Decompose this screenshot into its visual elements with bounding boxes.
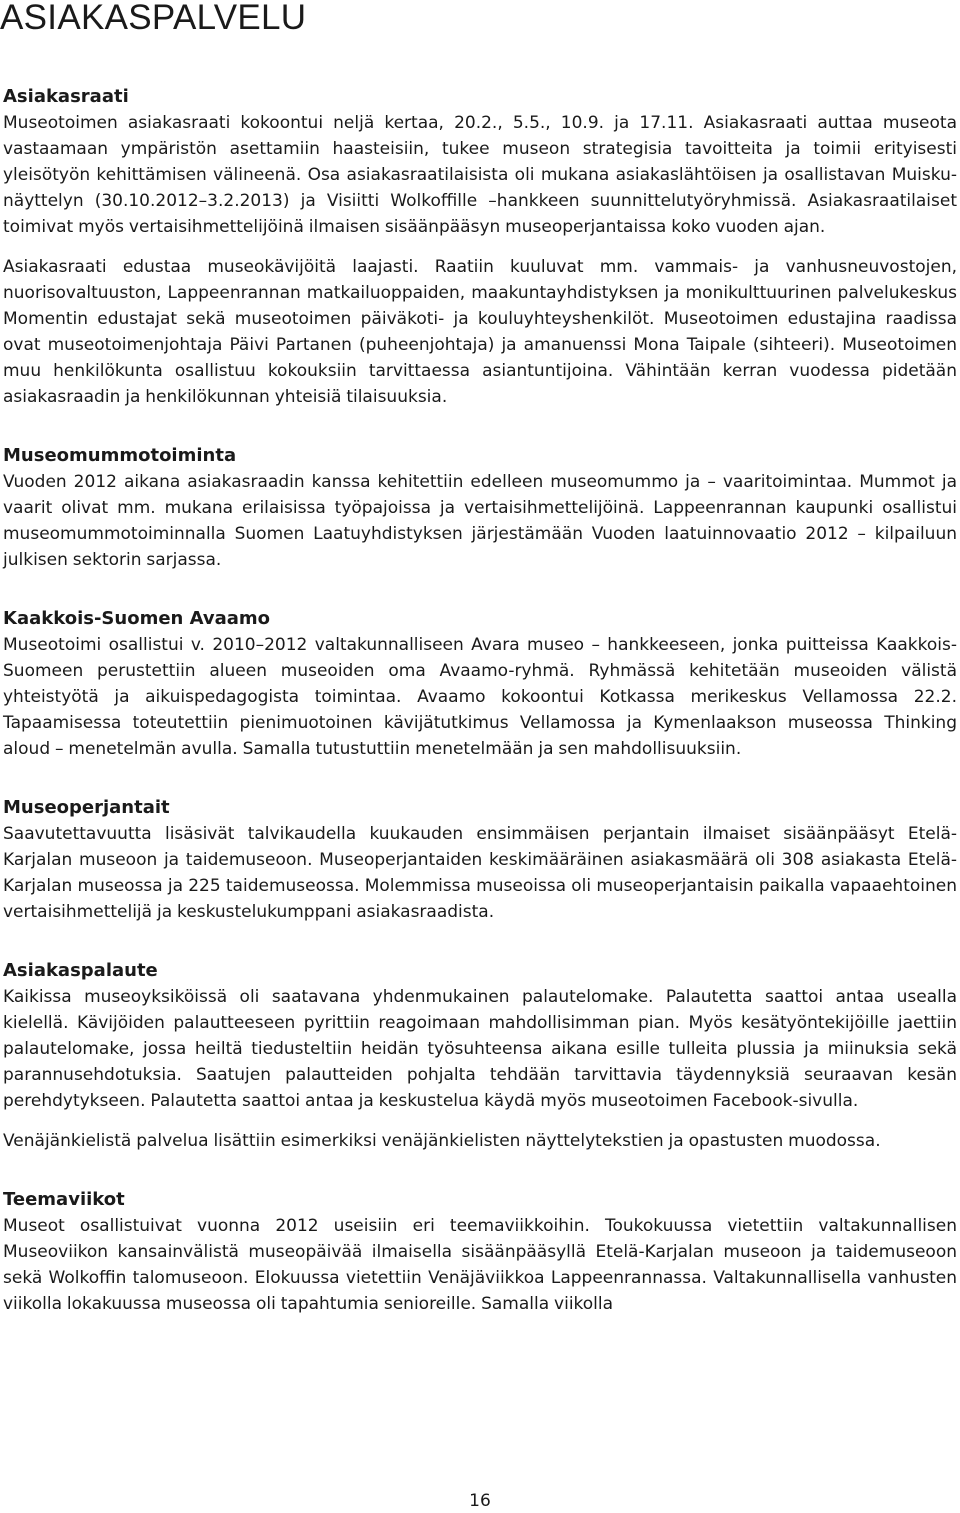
paragraph: Kaikissa museoyksiköissä oli saatavana yhdenmukainen palautelomake. Palautetta saattoi antaa usealla kielellä. Kävijöiden palautteeseen pyrittiin reagoimaan mahdollisimman pian. Myös kesätyöntekijöille jaettiin palautelomake, jossa heiltä tiedusteltiin heidän työsuhteensa aikana esille tulleita plussia ja miinuksia sekä parannusehdotuksia. Saatujen palautteiden pohjalta tehdään tarvittavia täydennyksiä seuraavan kesän perehdytykseen. Palautetta saattoi antaa ja keskustelua käydä myös museotoimen Facebook-sivulla. bbox=[3, 987, 957, 1111]
section-heading: Teemaviikot bbox=[3, 1189, 125, 1210]
paragraph: Museotoimi osallistui v. 2010–2012 valtakunnalliseen Avara museo – hankkeeseen, jonka puitteissa Kaakkois-Suomeen perustettiin alueen museoiden oma Avaamo-ryhmä. Ryhmässä kehitetään museoiden välistä yhteistyötä ja aikuispedagogista toimintaa. Avaamo kokoontui Kotkassa merikeskus Vellamossa 22.2. Tapaamisessa toteutettiin pienimuotoinen kävijätutkimus Vellamossa ja Kymenlaakson museossa Thinking aloud – menetelmän avulla. Samalla tutustuttiin menetelmään ja sen mahdollisuuksiin. bbox=[3, 635, 957, 759]
section-museomummotoiminta bbox=[3, 443, 957, 573]
section-kaakkois-suomen-avaamo bbox=[3, 606, 957, 762]
paragraph: Asiakasraati edustaa museokävijöitä laajasti. Raatiin kuuluvat mm. vammais- ja vanhusneuvostojen, nuorisovaltuuston, Lappeenrannan matkailuoppaiden, maakuntayhdistyksen ja monikulttuurinen palvelukeskus Momentin edustajat sekä museotoimen päiväkoti- ja kouluyhteyshenkilöt. Museotoimen edustajina raadissa ovat museotoimenjohtaja Päivi Partanen (puheenjohtaja) ja amanuenssi Mona Taipale (sihteeri). Museotoimen muu henkilökunta osallistuu kokouksiin tarvittaessa asiantuntijoina. Vähintään kerran vuodessa pidetään asiakasraadin ja henkilökunnan yhteisiä tilaisuuksia. bbox=[3, 257, 957, 407]
paragraph: Museot osallistuivat vuonna 2012 useisiin eri teemaviikkoihin. Toukokuussa vietettiin valtakunnallisen Museoviikon kansainvälistä museopäivää ilmaisella sisäänpääsyllä Etelä-Karjalan museoon ja taidemuseoon sekä Wolkoffin talomuseoon. Elokuussa vietettiin Venäjäviikkoa Lappeenrannassa. Valtakunnallisella vanhusten viikolla lokakuussa museossa oli tapahtumia senioreille. Samalla viikolla bbox=[3, 1216, 957, 1314]
section-heading: Kaakkois-Suomen Avaamo bbox=[3, 608, 271, 629]
section-heading: Asiakasraati bbox=[3, 86, 129, 107]
paragraph: Venäjänkielistä palvelua lisättiin esimerkiksi venäjänkielisten näyttelytekstien ja opastusten muodossa. bbox=[3, 1131, 881, 1151]
paragraph: Museotoimen asiakasraati kokoontui neljä kertaa, 20.2., 5.5., 10.9. ja 17.11. Asiakasraati auttaa museota vastaamaan ympäristön asettamiin haasteisiin, tukee museon strategisia tavoitteita ja toimii erityisesti yleisötyön kehittämisen välineenä. Osa asiakasraatilaisista oli mukana asiakaslähtöisen ja osallistavan Muisku-näyttelyn (30.10.2012–3.2.2013) ja Visiitti Wolkoffille –hankkeen suunnittelutyöryhmissä. Asiakasraatilaiset toimivat myös vertaisihmettelijöinä ilmaisen sisäänpääsyn museoperjantaissa koko vuoden ajan. bbox=[3, 113, 957, 237]
page-number: 16 bbox=[469, 1491, 491, 1511]
section-asiakasraati bbox=[3, 84, 957, 410]
section-museoperjantait bbox=[3, 795, 957, 925]
section-heading: Asiakaspalaute bbox=[3, 960, 158, 981]
document-body bbox=[3, 84, 957, 1350]
section-teemaviikot bbox=[3, 1187, 957, 1317]
section-heading: Museoperjantait bbox=[3, 797, 170, 818]
section-heading: Museomummotoiminta bbox=[3, 445, 237, 466]
section-asiakaspalaute bbox=[3, 958, 957, 1154]
page-title: ASIAKASPALVELU bbox=[0, 0, 307, 37]
paragraph: Saavutettavuutta lisäsivät talvikaudella kuukauden ensimmäisen perjantain ilmaiset sisäänpääsyt Etelä-Karjalan museoon ja taidemuseoon. Museoperjantaiden keskimääräinen asiakasmäärä oli 308 asiakasta Etelä-Karjalan museossa ja 225 taidemuseossa. Molemmissa museoissa oli museoperjantaisin paikalla vapaaehtoinen vertaisihmettelijä ja keskustelukumppani asiakasraadista. bbox=[3, 824, 957, 922]
paragraph: Vuoden 2012 aikana asiakasraadin kanssa kehitettiin edelleen museomummo ja – vaaritoimintaa. Mummot ja vaarit olivat mm. mukana erilaisissa työpajoissa ja vertaisihmettelijöinä. Lappeenrannan kaupunki osallistui museomummotoiminnalla Suomen Laatuyhdistyksen järjestämään Vuoden laatuinnovaatio 2012 – kilpailuun julkisen sektorin sarjassa. bbox=[3, 472, 957, 570]
